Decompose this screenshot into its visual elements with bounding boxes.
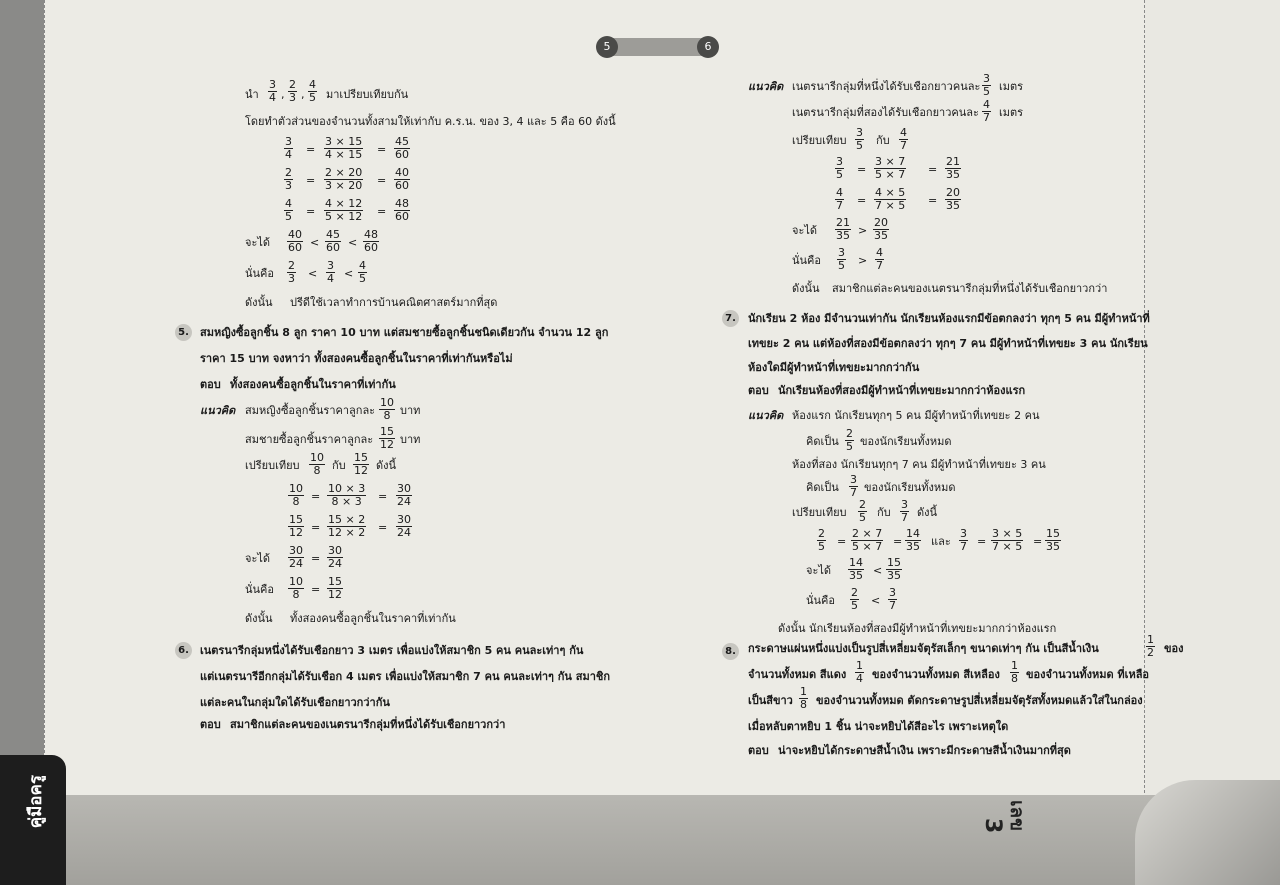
text: ทั้งสองคนซื้อลูกชิ้นในราคาที่เท่ากัน (290, 612, 456, 625)
op: = (893, 535, 903, 548)
op: = (928, 163, 938, 176)
fraction: 10 8 (289, 482, 303, 508)
op: = (857, 194, 867, 207)
fraction: 2 5 (851, 586, 858, 612)
chapter-label: เลข (1006, 800, 1028, 832)
fraction: 15 12 (380, 425, 394, 451)
question-number: 6. (175, 642, 192, 659)
text: นำ (245, 88, 259, 101)
op: = (378, 521, 388, 534)
fraction: 3 5 (983, 72, 990, 98)
fraction: 20 35 (874, 216, 888, 242)
fraction: 3 × 5 7 × 5 (992, 527, 1023, 553)
question-number: 5. (175, 324, 192, 341)
text: จะได้ (792, 224, 818, 237)
text: ของจำนวนทั้งหมด ที่เหลือ (1026, 668, 1150, 681)
fraction: 2 5 (846, 427, 853, 453)
text: ของนักเรียนทั้งหมด (860, 435, 952, 448)
fraction: 4 5 (359, 259, 366, 285)
text: บาท (400, 433, 421, 446)
fraction: 2 5 (859, 498, 866, 524)
page-curl (1135, 780, 1280, 885)
fraction: 1 4 (856, 659, 863, 685)
fraction: 21 35 (946, 155, 960, 181)
text: จะได้ (245, 552, 271, 565)
text: ห้องที่สอง นักเรียนทุกๆ 7 คน มีผู้ทำหน้าที่เทขยะ 3 คน (792, 458, 1046, 471)
text: ดังนั้น (792, 282, 820, 295)
fraction: 4 × 12 5 × 12 (325, 197, 363, 223)
op: > (858, 254, 868, 267)
text: นั่นคือ (792, 254, 822, 267)
text: คิดเป็น (806, 481, 839, 494)
op: < (310, 236, 320, 249)
fraction: 1 8 (1011, 659, 1018, 685)
text: สมาชิกแต่ละคนของเนตรนารีกลุ่มที่หนึ่งได้รับเชือกยาวกว่า (832, 282, 1108, 295)
text: เทขยะ 2 คน แต่ห้องที่สองมีข้อตกลงว่า ทุกๆ 7 คน มีผู้ทำหน้าที่เทขยะ 3 คน นักเรียน (748, 337, 1148, 350)
fraction: 4 5 (309, 78, 316, 104)
text: แนวคิด (200, 404, 236, 417)
page-bottom-shadow (66, 795, 1280, 885)
text: แต่ละคนในกลุ่มใดได้รับเชือกยาวกว่ากัน (200, 696, 390, 709)
text: เปรียบเทียบ (792, 134, 847, 147)
op: = (837, 535, 847, 548)
text: ตอบ (748, 384, 769, 397)
text: เปรียบเทียบ (245, 459, 300, 472)
fraction: 2 3 (288, 259, 295, 285)
question-number: 8. (722, 643, 739, 660)
fraction: 4 5 (285, 197, 292, 223)
text: ห้องแรก นักเรียนทุกๆ 5 คน มีผู้ทำหน้าที่เทขยะ 2 คน (792, 409, 1040, 422)
text: กระดาษแผ่นหนึ่งแบ่งเป็นรูปสี่เหลี่ยมจัตุรัสเล็กๆ ขนาดเท่าๆ กัน เป็นสีน้ำเงิน (748, 642, 1099, 655)
op: = (377, 205, 387, 218)
fraction: 3 5 (856, 126, 863, 152)
text: คิดเป็น (806, 435, 839, 448)
fraction: 3 4 (285, 135, 292, 161)
fraction: 3 7 (850, 473, 857, 499)
text: เปรียบเทียบ (792, 506, 847, 519)
fraction: 48 60 (395, 197, 409, 223)
fraction: 15 12 (328, 575, 342, 601)
text: กับ (876, 134, 890, 147)
fraction: 10 8 (310, 451, 324, 477)
text: ดังนี้ (376, 459, 397, 472)
fraction: 4 7 (836, 186, 843, 212)
text: จำนวนทั้งหมด สีแดง (748, 668, 847, 681)
op: = (306, 174, 316, 187)
fraction: 30 24 (289, 544, 303, 570)
op: > (858, 224, 868, 237)
fraction: 45 60 (395, 135, 409, 161)
op: = (377, 174, 387, 187)
op: , (281, 88, 285, 101)
fraction: 14 35 (849, 556, 863, 582)
fraction: 30 24 (397, 482, 411, 508)
text: เป็นสีขาว (748, 694, 793, 707)
text: นักเรียนห้องที่สองมีผู้ทำหน้าที่เทขยะมากกว่าห้องแรก (778, 384, 1026, 397)
text: แนวคิด (748, 409, 784, 422)
fraction: 10 × 3 8 × 3 (328, 482, 366, 508)
text: แต่เนตรนารีอีกกลุ่มได้รับเชือก 4 เมตร เพื่อแบ่งให้สมาชิก 7 คน คนละเท่าๆ กัน สมาชิก (200, 670, 611, 683)
fraction: 40 60 (288, 228, 302, 254)
text: ห้องใดมีผู้ทำหน้าที่เทขยะมากกว่ากัน (748, 361, 920, 374)
page-number-right: 6 (697, 36, 719, 58)
page-number-left: 5 (596, 36, 618, 58)
text: เมตร (999, 106, 1024, 119)
fraction: 15 35 (1046, 527, 1060, 553)
text: โดยทำตัวส่วนของจำนวนทั้งสามให้เท่ากับ ค.ร.น. ของ 3, 4 และ 5 คือ 60 ดังนี้ (245, 115, 616, 128)
fraction: 4 7 (983, 98, 990, 124)
text: เนตรนารีกลุ่มหนึ่งได้รับเชือกยาว 3 เมตร เพื่อแบ่งให้สมาชิก 5 คน คนละเท่าๆ กัน (200, 644, 584, 657)
text: เนตรนารีกลุ่มที่สองได้รับเชือกยาวคนละ (792, 106, 979, 119)
fraction: 3 × 7 5 × 7 (875, 155, 906, 181)
text: ของนักเรียนทั้งหมด (864, 481, 956, 494)
op: = (1033, 535, 1043, 548)
text: ตอบ (200, 718, 221, 731)
text: ของจำนวนทั้งหมด ตัดกระดาษรูปสี่เหลี่ยมจัตุรัสทั้งหมดแล้วใส่ในกล่อง (816, 694, 1143, 707)
fraction: 2 3 (285, 166, 292, 192)
text: กับ (877, 506, 891, 519)
fraction: 4 × 5 7 × 5 (875, 186, 906, 212)
text: ดังนี้ (917, 506, 938, 519)
chapter-number: 3 (980, 818, 1005, 834)
fraction: 3 5 (836, 155, 843, 181)
fraction: 3 7 (889, 586, 896, 612)
text: จะได้ (806, 564, 832, 577)
text: และ (931, 535, 951, 548)
fraction: 4 7 (876, 246, 883, 272)
fraction: 10 8 (289, 575, 303, 601)
op: = (311, 490, 321, 503)
text: แนวคิด (748, 80, 784, 93)
side-tab-label: คู่มือครู (26, 775, 46, 829)
text: สมาชิกแต่ละคนของเนตรนารีกลุ่มที่หนึ่งได้รับเชือกยาวกว่า (230, 718, 506, 731)
fraction: 3 4 (269, 78, 276, 104)
op: < (344, 267, 354, 280)
text: นั่นคือ (245, 267, 275, 280)
question-number: 7. (722, 310, 739, 327)
op: < (873, 564, 883, 577)
op: = (977, 535, 987, 548)
fraction: 45 60 (326, 228, 340, 254)
op: , (301, 88, 305, 101)
fraction: 3 × 15 4 × 15 (325, 135, 363, 161)
fraction: 15 35 (887, 556, 901, 582)
op: = (928, 194, 938, 207)
fraction: 2 3 (289, 78, 296, 104)
fraction: 3 4 (327, 259, 334, 285)
text: ของ (1164, 642, 1184, 655)
text: นั่นคือ (806, 594, 836, 607)
fraction: 1 8 (800, 685, 807, 711)
text: ทั้งสองคนซื้อลูกชิ้นในราคาที่เท่ากัน (230, 378, 396, 391)
fraction: 1 2 (1147, 633, 1154, 659)
fraction: 20 35 (946, 186, 960, 212)
op: < (871, 594, 881, 607)
fraction: 15 12 (289, 513, 303, 539)
text: ตอบ (200, 378, 221, 391)
text: เนตรนารีกลุ่มที่หนึ่งได้รับเชือกยาวคนละ (792, 80, 981, 93)
text: ของจำนวนทั้งหมด สีเหลือง (872, 668, 1000, 681)
fraction: 14 35 (906, 527, 920, 553)
text: บาท (400, 404, 421, 417)
op: = (306, 143, 316, 156)
text: เมื่อหลับตาหยิบ 1 ชิ้น น่าจะหยิบได้สีอะไร เพราะเหตุใด (748, 720, 1009, 733)
text: จะได้ (245, 236, 271, 249)
fraction: 3 5 (838, 246, 845, 272)
fraction: 2 × 7 5 × 7 (852, 527, 883, 553)
side-tab (0, 755, 66, 885)
op: = (857, 163, 867, 176)
fraction: 21 35 (836, 216, 850, 242)
text: น่าจะหยิบได้กระดาษสีน้ำเงิน เพราะมีกระดาษสีน้ำเงินมากที่สุด (778, 744, 1071, 757)
fraction: 4 7 (900, 126, 907, 152)
fraction: 10 8 (380, 396, 394, 422)
op: = (311, 521, 321, 534)
fraction: 40 60 (395, 166, 409, 192)
op: = (377, 143, 387, 156)
text: ดังนั้น (245, 296, 273, 309)
text: ราคา 15 บาท จงหาว่า ทั้งสองคนซื้อลูกชิ้นในราคาที่เท่ากันหรือไม่ (200, 352, 513, 365)
text: สมหญิงซื้อลูกชิ้น 8 ลูก ราคา 10 บาท แต่สมชายซื้อลูกชิ้นชนิดเดียวกัน จำนวน 12 ลูก (200, 326, 609, 339)
fraction: 2 5 (818, 527, 825, 553)
fraction: 30 24 (328, 544, 342, 570)
fraction: 48 60 (364, 228, 378, 254)
page-number-bar (602, 38, 712, 56)
op: = (306, 205, 316, 218)
fraction: 2 × 20 3 × 20 (325, 166, 363, 192)
text: เมตร (999, 80, 1024, 93)
text: มาเปรียบเทียบกัน (326, 88, 409, 101)
text: สมหญิงซื้อลูกชิ้นราคาลูกละ (245, 404, 376, 417)
text: สมชายซื้อลูกชิ้นราคาลูกละ (245, 433, 374, 446)
fraction: 30 24 (397, 513, 411, 539)
op: < (348, 236, 358, 249)
text: นั่นคือ (245, 583, 275, 596)
fraction: 3 7 (901, 498, 908, 524)
op: = (311, 552, 321, 565)
op: = (378, 490, 388, 503)
fraction: 15 12 (354, 451, 368, 477)
text: นักเรียน 2 ห้อง มีจำนวนเท่ากัน นักเรียนห้องแรกมีข้อตกลงว่า ทุกๆ 5 คน มีผู้ทำหน้าที่ (748, 312, 1150, 325)
fraction: 3 7 (960, 527, 967, 553)
text: ปรีดีใช้เวลาทำการบ้านคณิตศาสตร์มากที่สุด (290, 296, 498, 309)
op: = (311, 583, 321, 596)
fraction: 15 × 2 12 × 2 (328, 513, 366, 539)
text: ดังนั้น (245, 612, 273, 625)
text: ดังนั้น นักเรียนห้องที่สองมีผู้ทำหน้าที่เทขยะมากกว่าห้องแรก (778, 622, 1057, 635)
text: กับ (332, 459, 346, 472)
op: < (308, 267, 318, 280)
text: ตอบ (748, 744, 769, 757)
